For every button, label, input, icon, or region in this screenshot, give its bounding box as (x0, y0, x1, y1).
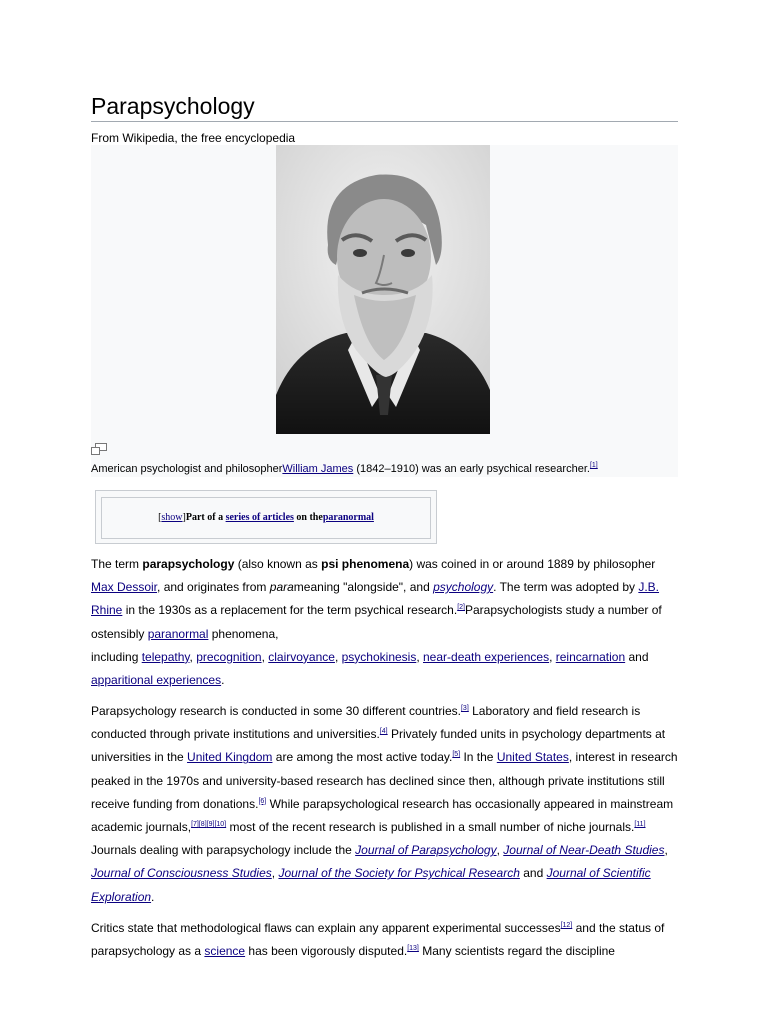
text: Laboratory and field research is conducted through private institutions and universities. (91, 704, 641, 742)
text: Critics state that methodological flaws can explain any apparent experimental successes (91, 921, 561, 935)
link-psychology[interactable]: psychology (433, 580, 494, 595)
series-lead: Part of a (185, 512, 226, 523)
link-william-james[interactable]: William James (282, 463, 354, 475)
text: and (625, 649, 649, 664)
text: . (151, 889, 155, 904)
link-journal-of-society-psychical-research[interactable]: Journal of the Society for Psychical Research (278, 866, 520, 881)
text: The term (91, 557, 143, 571)
text: . The term was adopted by (493, 580, 639, 595)
text: , interest in research peaked in the 1970s and university-based research has declined since then, although private institutions still receive funding from donations. (91, 750, 678, 811)
paragraph-research (91, 700, 681, 909)
link-journal-of-near-death-studies[interactable]: Journal of Near-Death Studies (503, 843, 665, 858)
ref-11[interactable]: [11] (634, 821, 646, 829)
ref-6[interactable]: [6] (258, 797, 267, 805)
text: Privately funded units in psychology departments at universities in the (91, 727, 666, 765)
link-science[interactable]: science (204, 944, 246, 959)
series-navbox (95, 490, 437, 544)
series-mid: on the (293, 512, 323, 523)
link-united-states[interactable]: United States (496, 750, 569, 765)
enlarge-icon[interactable] (91, 443, 107, 455)
link-reincarnation[interactable]: reincarnation (555, 649, 626, 664)
link-series-of-articles[interactable]: series of articles (225, 512, 294, 523)
text: has been vigorously disputed. (245, 944, 408, 959)
caption-text: American psychologist and philosopher (91, 463, 283, 475)
figure-box (91, 145, 678, 477)
ref-2[interactable]: [2] (457, 604, 465, 612)
text: Parapsychology research is conducted in some 30 different countries. (91, 704, 461, 718)
portrait-image[interactable] (276, 145, 490, 434)
ref-9[interactable]: [9] (206, 821, 215, 829)
ref-12[interactable]: [12] (560, 922, 573, 929)
separator: , (261, 649, 269, 664)
separator: , (271, 866, 279, 881)
bold-term: parapsychology (142, 557, 235, 571)
text: and (519, 866, 547, 881)
link-precognition[interactable]: precognition (196, 649, 262, 664)
show-toggle-link[interactable]: show (161, 512, 183, 523)
link-clairvoyance[interactable]: clairvoyance (268, 649, 335, 664)
text: . (221, 673, 225, 688)
text: Parapsychologists study a number of ostensibly (91, 603, 662, 641)
text: including (91, 649, 142, 664)
text: In the (460, 750, 497, 765)
ref-8[interactable]: [8] (198, 821, 207, 829)
text: are among the most active today. (272, 750, 453, 765)
figure-caption (91, 463, 598, 476)
text: and the status of parapsychology as a (91, 921, 665, 959)
ref-3[interactable]: [3] (460, 705, 469, 712)
text: Many scientists regard the discipline (418, 944, 615, 959)
text: in the 1930s as a replacement for the term psychical research. (122, 603, 458, 618)
text: most of the recent research is published in a small number of niche journals. (226, 820, 635, 835)
text: (also known as (234, 557, 322, 571)
link-near-death-experiences[interactable]: near-death experiences (423, 649, 550, 664)
page-title: Parapsychology (91, 92, 678, 122)
link-apparitional-experiences[interactable]: apparitional experiences (91, 673, 222, 688)
link-jb-rhine[interactable]: J.B. Rhine (91, 580, 660, 618)
separator: , (664, 843, 668, 858)
ref-7[interactable]: [7] (191, 821, 199, 829)
series-navbox-title (101, 497, 431, 539)
caption-text: (1842–1910) was an early psychical researcher. (353, 463, 590, 475)
italic-term: para (269, 580, 294, 595)
link-journal-of-scientific-exploration[interactable]: Journal of Scientific Exploration (91, 866, 651, 904)
link-paranormal[interactable]: paranormal (147, 626, 209, 641)
ref-1[interactable]: [1] (589, 462, 598, 469)
text: phenomena, (208, 626, 279, 641)
text: meaning "alongside", and (293, 580, 434, 595)
link-paranormal-series[interactable]: paranormal (322, 512, 374, 523)
separator: , (496, 843, 504, 858)
paragraph-intro (91, 553, 681, 692)
tagline: From Wikipedia, the free encyclopedia (91, 131, 296, 145)
ref-4[interactable]: [4] (379, 728, 388, 736)
ref-10[interactable]: [10] (214, 821, 227, 829)
text: While parapsychological research has occasionally appeared in mainstream academic journals, (91, 796, 674, 835)
ref-5[interactable]: [5] (452, 751, 461, 759)
text: ) was coined in or around 1889 by philosopher (409, 557, 656, 571)
link-journal-of-consciousness-studies[interactable]: Journal of Consciousness Studies (91, 866, 272, 881)
bold-term: psi phenomena (321, 557, 410, 571)
bracket: ] (182, 512, 186, 523)
separator: , (549, 649, 556, 664)
link-psychokinesis[interactable]: psychokinesis (341, 649, 417, 664)
separator: , (416, 649, 423, 664)
link-max-dessoir[interactable]: Max Dessoir (91, 580, 158, 595)
bracket: [ (158, 512, 162, 523)
separator: , (334, 649, 342, 664)
link-united-kingdom[interactable]: United Kingdom (187, 750, 273, 765)
link-telepathy[interactable]: telepathy (141, 649, 190, 664)
paragraph-criticism (91, 917, 681, 963)
ref-13[interactable]: [13] (407, 945, 419, 953)
text: Journals dealing with parapsychology include the (91, 843, 356, 858)
link-journal-of-parapsychology[interactable]: Journal of Parapsychology (355, 843, 497, 858)
separator: , (189, 649, 197, 664)
text: , and originates from (157, 580, 270, 595)
